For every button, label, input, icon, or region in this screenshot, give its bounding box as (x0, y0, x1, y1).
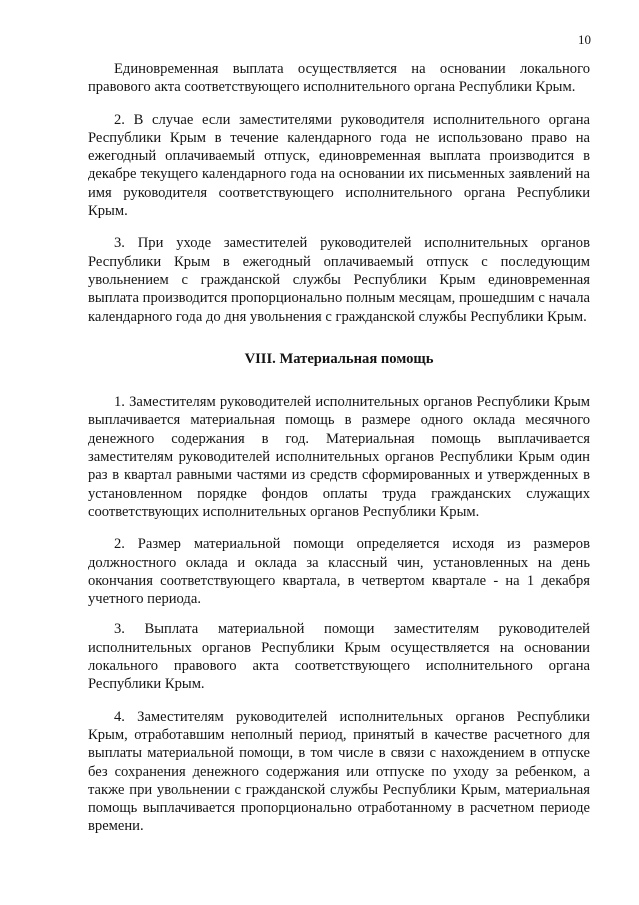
paragraph-2: 2. В случае если заместителями руководителя исполнительного органа Республики Крым в течение календарного года не использовано право на ежегодный оплачиваемый отпуск, единовременная выплата производится в декабре текущего календарного года на основании их письменных заявлений на имя руководителя соответствующего исполнительного органа Республики Крым. (88, 111, 590, 220)
section-paragraph-2: 2. Размер материальной помощи определяется исходя из размеров должностного оклада и оклада за классный чин, установленных на день окончания соответствующего квартала, в четвертом квартале - на 1 декабря учетного периода. (88, 536, 590, 608)
section-paragraph-3: 3. Выплата материальной помощи заместителям руководителей исполнительных органов Республики Крым осуществляется на основании локального правового акта соответствующего исполнительного органа Республики Крым. (88, 621, 590, 693)
section-paragraph-1: 1. Заместителям руководителей исполнительных органов Республики Крым выплачивается материальная помощь в размере одного оклада месячного денежного содержания в год. Материальная помощь выплачивается заместителям руководителей исполнительных органов Республики Крым один раз в квартал равными частями из средств сформированных и утвержденных в установленном порядке фондов оплаты труда гражданских служащих соответствующих исполнительных органов Республики Крым. (88, 394, 590, 520)
section-paragraph-4: 4. Заместителям руководителей исполнительных органов Республики Крым, отработавшим неполный период, принятый в качестве расчетного для выплаты материальной помощи, в том числе в связи с нахождением в отпуске без сохранения денежного содержания или отпуске по уходу за ребенком, а также при увольнении с гражданской службы Республики Крым, материальная помощь выплачивается пропорционально отработанному в расчетном периоде времени. (88, 708, 590, 835)
document-body (88, 60, 590, 850)
paragraph-continuation: Единовременная выплата осуществляется на основании локального правового акта соответствующего исполнительного органа Республики Крым. (88, 61, 590, 96)
page-number: 10 (578, 32, 591, 47)
section-heading: VIII. Материальная помощь (244, 350, 434, 367)
paragraph-3: 3. При уходе заместителей руководителей исполнительных органов Республики Крым в ежегодный оплачиваемый отпуск с последующим увольнением с гражданской службы Республики Крым единовременная выплата производится пропорционально полным месяцам, прошедшим с начала календарного года до дня увольнения с гражданской службы Республики Крым. (88, 235, 590, 325)
